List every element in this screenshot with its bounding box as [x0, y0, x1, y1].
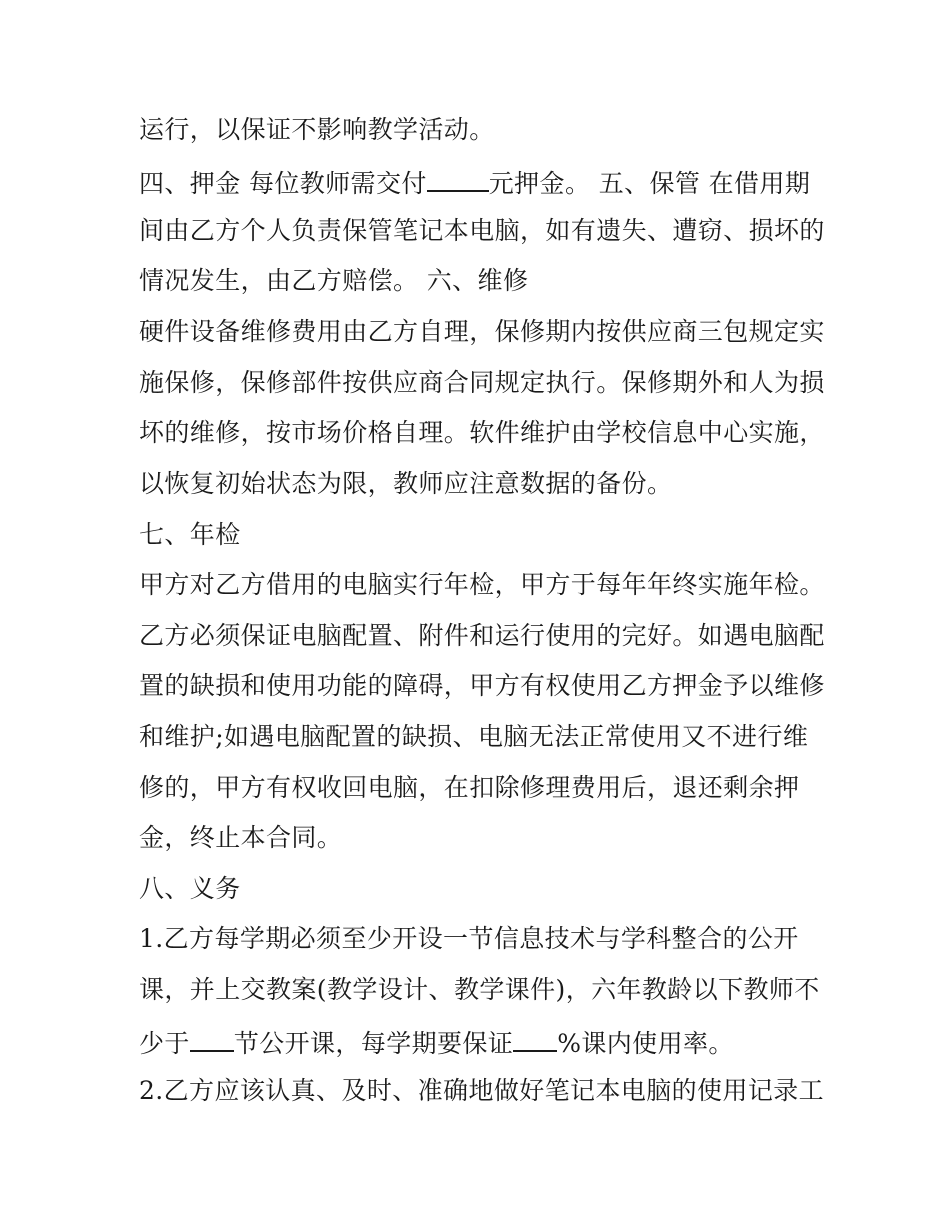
- text-segment: 如遇电脑配置的缺损、电脑无法正常使用又不进行维: [224, 722, 809, 751]
- text-line: [139, 821, 342, 855]
- text-line: [139, 771, 799, 805]
- text-segment: 置的缺损和使用功能的障碍，甲方有权使用乙方押金予以维修: [139, 671, 825, 700]
- text-line: [139, 315, 825, 349]
- text-line: [139, 113, 495, 147]
- text-line: [139, 669, 825, 703]
- text-segment: 甲方对乙方借用的电脑实行年检，甲方于每年年终实施年检。: [139, 570, 825, 599]
- text-segment: 四、押金 每位教师需交付: [139, 169, 427, 198]
- text-segment: 七、年检: [139, 520, 241, 549]
- text-segment: 以恢复初始状态为限，教师应注意数据的备份。: [139, 469, 673, 498]
- text-segment: 八、义务: [139, 874, 241, 903]
- text-segment: 和维护;: [139, 722, 225, 751]
- text-line: [139, 1024, 734, 1058]
- text-line: [139, 568, 825, 602]
- text-segment: 节公开课，每学期要保证: [233, 1029, 514, 1058]
- text-segment: %课内使用率。: [557, 1029, 734, 1058]
- text-line: [139, 467, 672, 501]
- text-segment: 硬件设备维修费用由乙方自理，保修期内按供应商三包规定实: [139, 317, 825, 346]
- fill-in-blank: [190, 1024, 234, 1052]
- text-line: [139, 922, 799, 956]
- fill-in-blank: [427, 164, 489, 192]
- text-line: [139, 619, 825, 653]
- section-heading: [139, 518, 241, 552]
- text-line: [139, 366, 825, 400]
- text-line: [139, 416, 825, 450]
- text-segment: 乙方必须保证电脑配置、附件和运行使用的完好。如遇电脑配: [139, 621, 825, 650]
- fill-in-blank: [513, 1024, 557, 1052]
- text-segment: 少于: [139, 1029, 190, 1058]
- text-segment: 坏的维修，按市场价格自理。软件维护由学校信息中心实施，: [139, 418, 825, 447]
- text-segment: 施保修，保修部件按供应商合同规定执行。保修期外和人为损: [139, 368, 825, 397]
- text-line: [139, 1074, 824, 1108]
- text-line: [139, 973, 820, 1007]
- text-segment: 间由乙方个人负责保管笔记本电脑，如有遗失、遭窃、损坏的: [139, 216, 825, 245]
- text-segment: 金，终止本合同。: [139, 823, 343, 852]
- text-line: [139, 164, 810, 198]
- text-segment: 2.乙方应该认真、及时、准确地做好笔记本电脑的使用记录工: [139, 1076, 825, 1105]
- text-segment: 课，并上交教案(教学设计、教学课件)，六年教龄以下教师不: [139, 975, 820, 1004]
- text-line: [139, 214, 825, 248]
- section-heading: [139, 872, 241, 906]
- text-segment: 情况发生，由乙方赔偿。 六、维修: [139, 266, 529, 295]
- text-segment: 修的，甲方有权收回电脑，在扣除修理费用后，退还剩余押: [139, 773, 800, 802]
- text-line: [139, 720, 808, 754]
- text-line: [139, 264, 528, 298]
- text-segment: 运行，以保证不影响教学活动。: [139, 115, 495, 144]
- text-segment: 元押金。 五、保管 在借用期: [488, 169, 811, 198]
- text-segment: 1.乙方每学期必须至少开设一节信息技术与学科整合的公开: [139, 924, 799, 953]
